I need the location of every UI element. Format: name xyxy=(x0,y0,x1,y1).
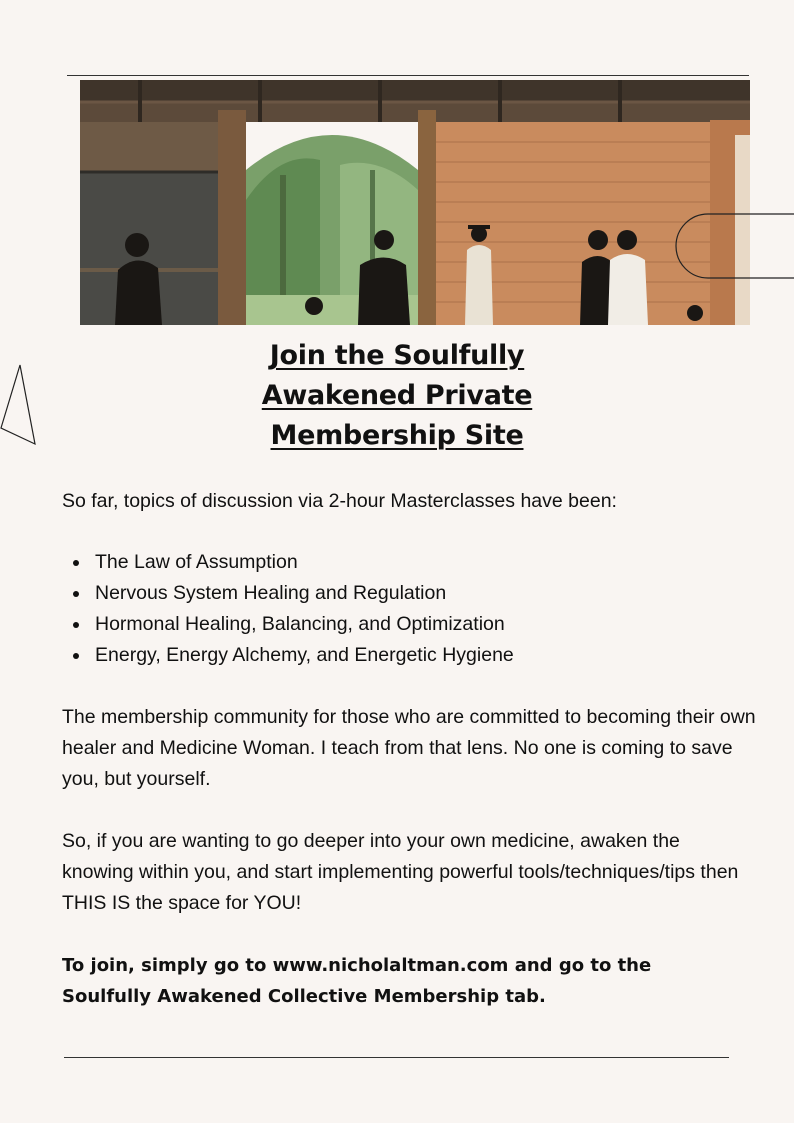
title-line-2: Awakened Private xyxy=(261,380,533,411)
list-item: Hormonal Healing, Balancing, and Optimization xyxy=(95,609,794,640)
decorative-triangle xyxy=(0,360,40,450)
invitation-paragraph: So, if you are wanting to go deeper into your own medicine, awaken the knowing within you, and start implementing powerful tools/techniques/tips then THIS IS the space for YOU! xyxy=(62,830,739,914)
page-title xyxy=(150,336,644,456)
join-instructions: To join, simply go to www.nicholaltman.com and go to the Soulfully Awakened Collective Membership tab. xyxy=(62,955,652,1007)
topics-list xyxy=(62,547,794,671)
title-line-1: Join the Soulfully xyxy=(269,340,525,371)
bottom-divider xyxy=(64,1057,729,1058)
list-item: Energy, Energy Alchemy, and Energetic Hygiene xyxy=(95,640,794,671)
intro-text: So far, topics of discussion via 2-hour Masterclasses have been: xyxy=(62,490,617,512)
list-item: The Law of Assumption xyxy=(95,547,794,578)
header-photo xyxy=(80,80,750,325)
community-paragraph: The membership community for those who are committed to becoming their own healer and Medicine Woman. I teach from that lens. No one is coming to save you, but yourself. xyxy=(62,706,756,790)
top-divider xyxy=(67,75,749,76)
title-line-3: Membership Site xyxy=(270,420,524,451)
decorative-arc xyxy=(672,212,794,282)
list-item: Nervous System Healing and Regulation xyxy=(95,578,794,609)
